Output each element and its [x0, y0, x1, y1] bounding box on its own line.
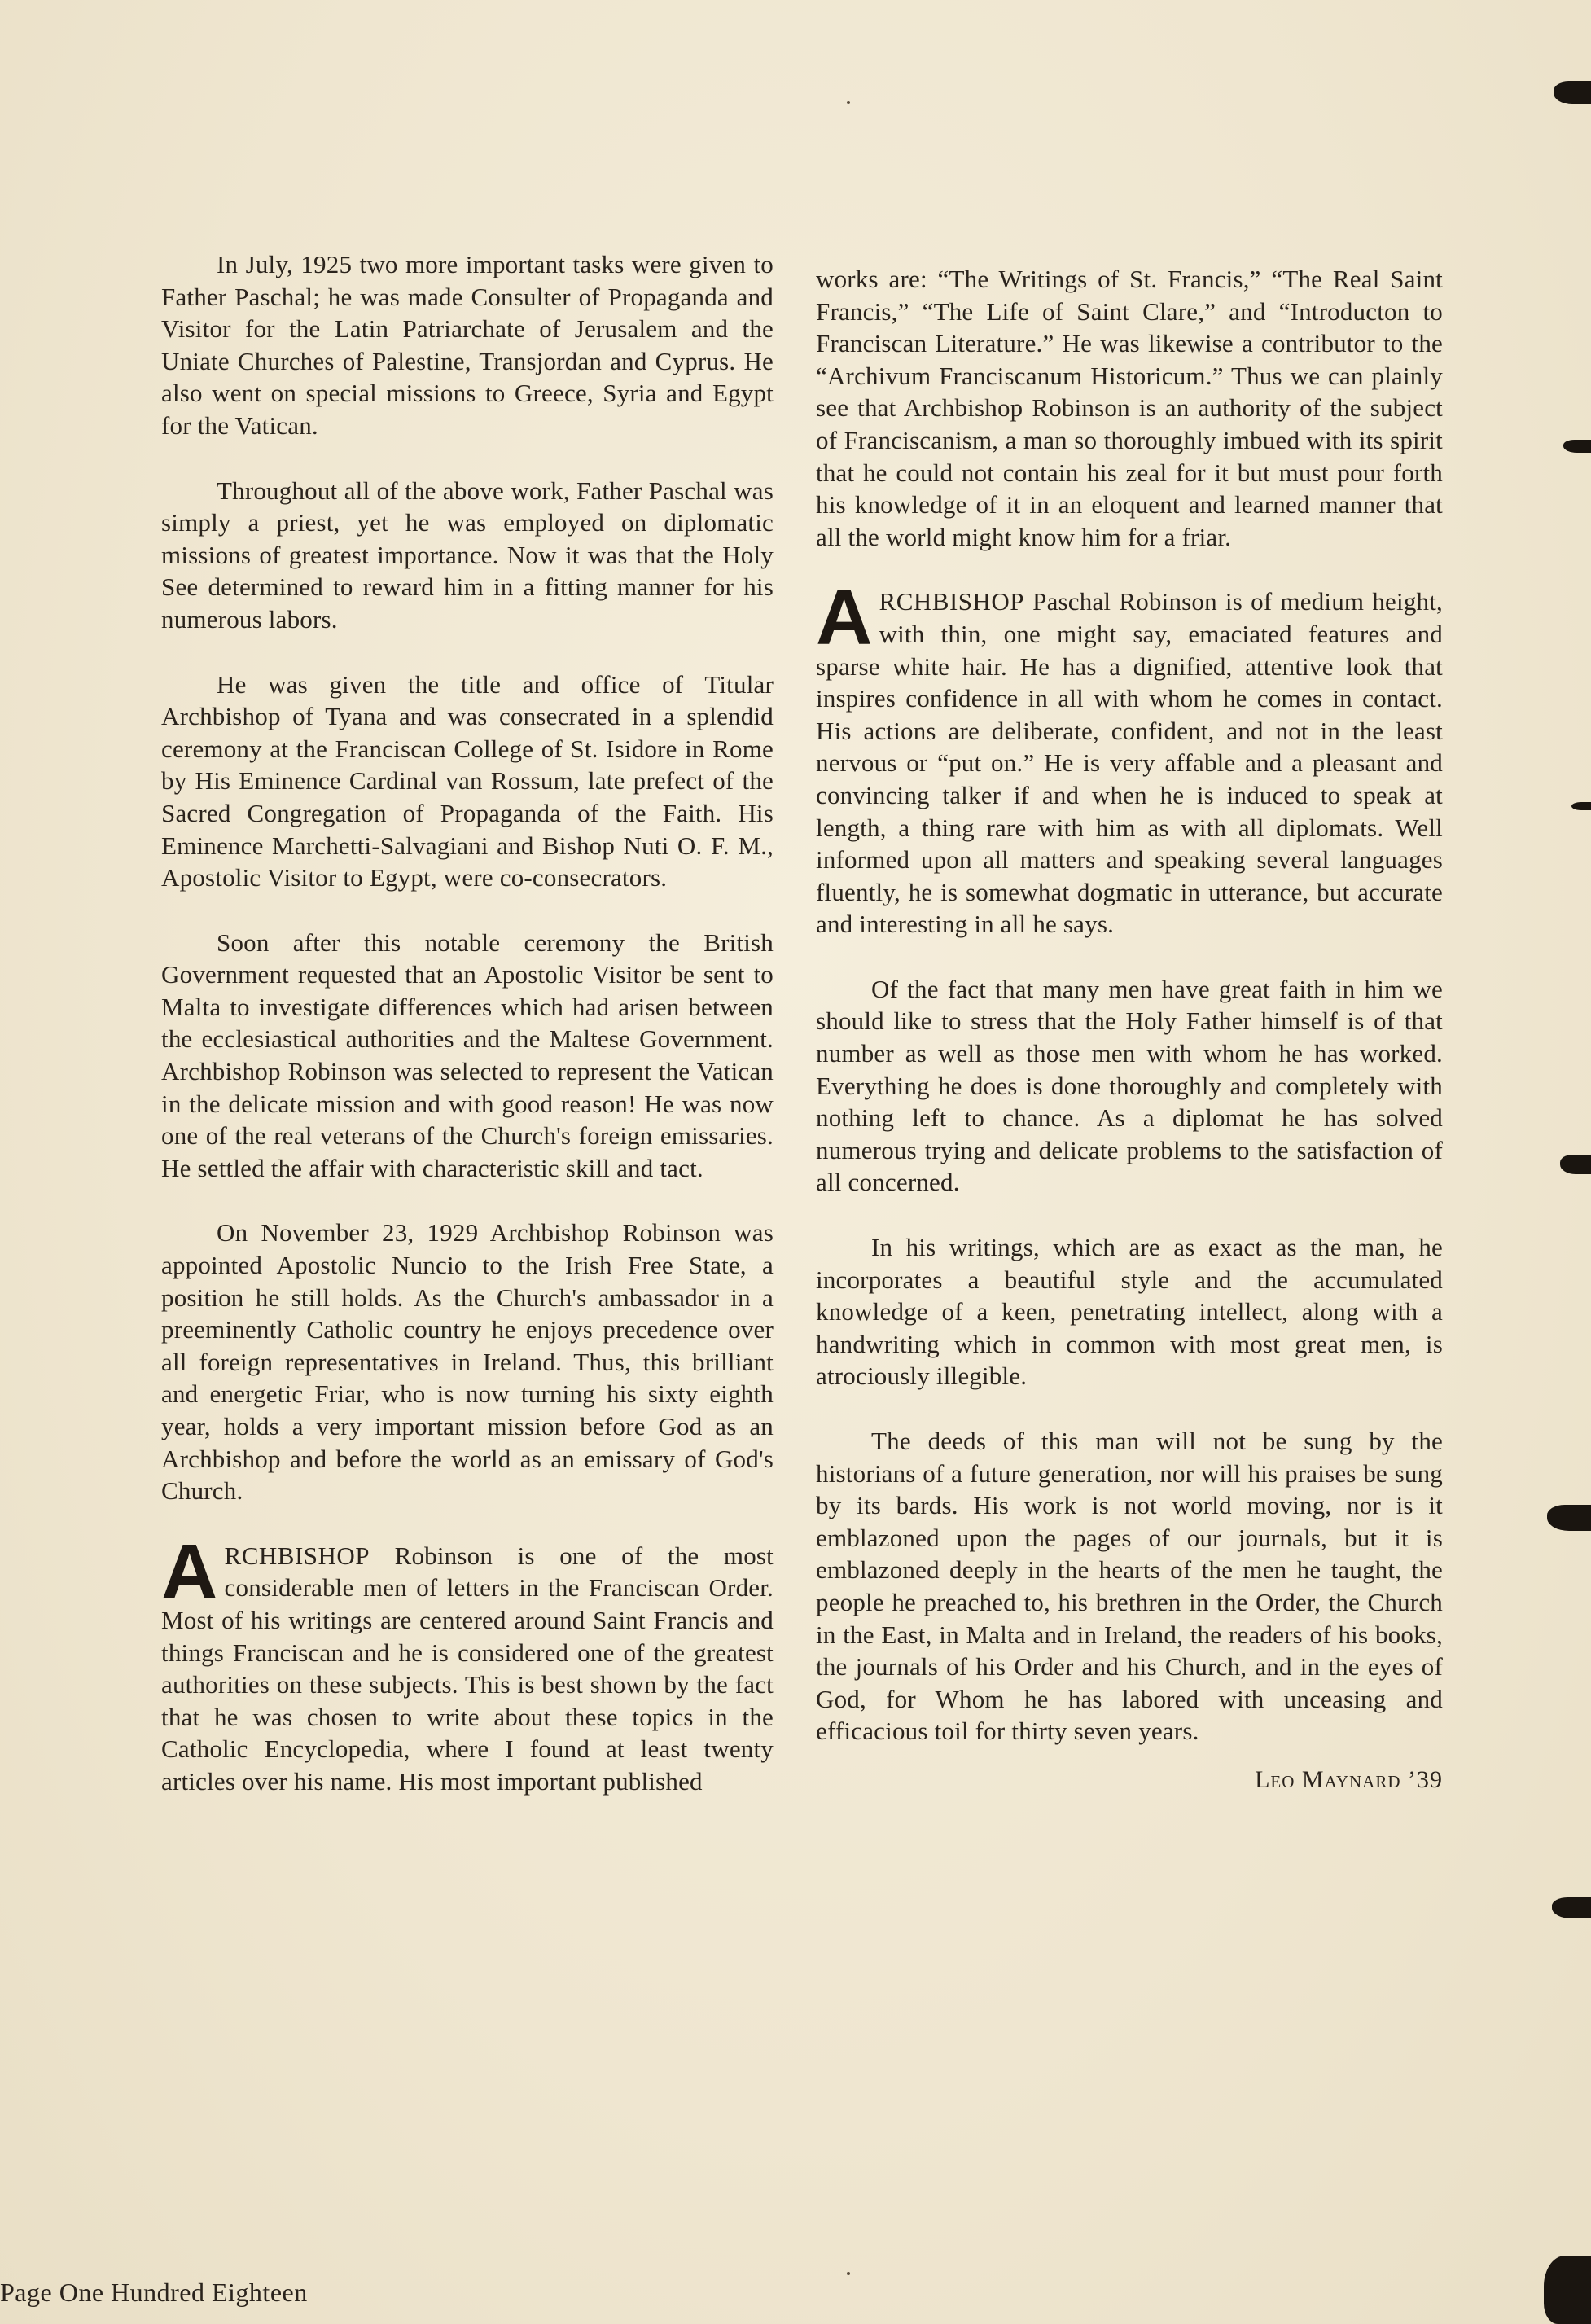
paragraph-text: Paschal Robinson is of medium height, with thin, one might say, emaciated features and sparse white hair. He has a dignified, attentive look that inspires confidence in all with whom he comes in contact. His actions are deliberate, confident, and not in the least nervous or “put on.” He is very affable and a pleasant and convincing talker if and when he is induced to speak at length, a thing rare with him as with all diplomats. Well informed upon all matters and speaking several languages fluently, he is somewhat dogmatic in utterance, but accurate and interesting in all he says. [816, 587, 1443, 939]
author-signature: Leo Maynard ’39 [1255, 1765, 1443, 1793]
binding-hole-mark [1544, 2256, 1591, 2324]
paragraph: On November 23, 1929 Archbishop Robinson was appointed Apostolic Nuncio to the Irish Free State, a position he still holds. As the Church's ambassador in a preeminently Catholic country he enjoys precedence over all foreign representatives in Ireland. Thus, this brilliant and energetic Friar, who is now turning his sixty eighth year, holds a very important mission before God as an Archbishop and before the world as an emissary of God's Church. [161, 1218, 774, 1506]
drop-cap-paragraph [161, 1528, 774, 1798]
page-number-footer: Page One Hundred Eighteen [0, 2278, 308, 2307]
paragraph: In his writings, which are as exact as the man, he incorporates a beautiful style and the accumulated knowledge of a keen, penetrating intellect, along with a handwriting which in common with most great men, is atrociously illegible. [816, 1233, 1443, 1391]
right-column [816, 263, 1443, 1796]
paragraph: Throughout all of the above work, Father Paschal was simply a priest, yet he was employed on diplomatic missions of greatest importance. Now it was that the Holy See determined to reward him in a fitting manner for his numerous labors. [161, 476, 774, 634]
paragraph-text: Robinson is one of the most considerable men of letters in the Franciscan Order. Most of his writings are centered around Saint Francis and things Franciscan and he is considered one of the greatest authorities on these subjects. This is best shown by the fact that he was chosen to write about these topics in the Catholic Encyclopedia, where I found at least twenty articles over his name. His most important published [161, 1541, 774, 1796]
drop-cap-paragraph [816, 574, 1443, 941]
binding-hole-mark [1552, 1897, 1591, 1918]
binding-hole-mark [1554, 81, 1591, 104]
speck [847, 101, 850, 104]
paragraph: In July, 1925 two more important tasks were given to Father Paschal; he was made Consulter of Propaganda and Visitor for the Latin Patriarchate of Jerusalem and the Uniate Churches of Palestine, Transjordan and Cyprus. He also went on special missions to Greece, Syria and Egypt for the Vatican. [161, 250, 774, 440]
paragraph: Soon after this notable ceremony the British Government requested that an Apostolic Visitor be sent to Malta to investigate differences which had arisen between the ecclesiastical authorities and the Maltese Government. Archbishop Robinson was selected to represent the Vatican in the delicate mission and with good reason! He was now one of the real veterans of the Church's foreign emissaries. He settled the affair with characteristic skill and tact. [161, 927, 774, 1182]
binding-hole-mark [1563, 440, 1591, 453]
paragraph: Of the fact that many men have great faith in him we should like to stress that the Holy Father himself is of that number as well as those men with whom he has worked. Everything he does is done thoroughly and completely with nothing left to chance. As a diplomat he has solved numerous trying and delicate problems to the satisfaction of all concerned. [816, 974, 1443, 1197]
drop-cap-letter: A [161, 1528, 218, 1616]
lead-word: RCHBISHOP [224, 1541, 370, 1570]
binding-hole-mark [1560, 1155, 1591, 1174]
paragraph: He was given the title and office of Titular Archbishop of Tyana and was consecrated in a splendid ceremony at the Franciscan College of St. Isidore in Rome by His Eminence Cardinal van Rossum, late prefect of the Sacred Congregation of Propaganda of the Faith. His Eminence Marchetti-Salvagiani and Bishop Nuti O. F. M., Apostolic Visitor to Egypt, were co-consecrators. [161, 669, 774, 892]
paragraph-continued: works are: “The Writings of St. Francis,” “The Real Saint Francis,” “The Life of Saint Clare,” and “Introducton to Franciscan Literature.” He was likewise a contributor to the “Archivum Franciscanum Historicum.” Thus we can plainly see that Archbishop Robinson is an authority of the subject of Franciscanism, a man so thoroughly imbued with its spirit that he could not contain his zeal for it but must pour forth his knowledge of it in an eloquent and learned manner that all the world might know him for a friar. [816, 265, 1443, 551]
drop-cap-letter: A [816, 574, 873, 662]
left-column [161, 248, 774, 1831]
paragraph: The deeds of this man will not be sung by the historians of a future generation, nor will his praises be sung by its bards. His work is not world moving, nor is it emblazoned upon the pages of our journals, but it is emblazoned deeply in the hearts of the men he taught, the people he preached to, his brethren in the Order, the Church in the East, in Malta and in Ireland, the readers of his books, the journals of his Order and his Church, and in the eyes of God, for Whom he has labored with unceasing and efficacious toil for thirty seven years. [816, 1427, 1443, 1746]
lead-word: RCHBISHOP [879, 587, 1025, 616]
binding-hole-mark [1571, 802, 1591, 810]
binding-hole-mark [1547, 1505, 1591, 1531]
speck [847, 2272, 850, 2275]
